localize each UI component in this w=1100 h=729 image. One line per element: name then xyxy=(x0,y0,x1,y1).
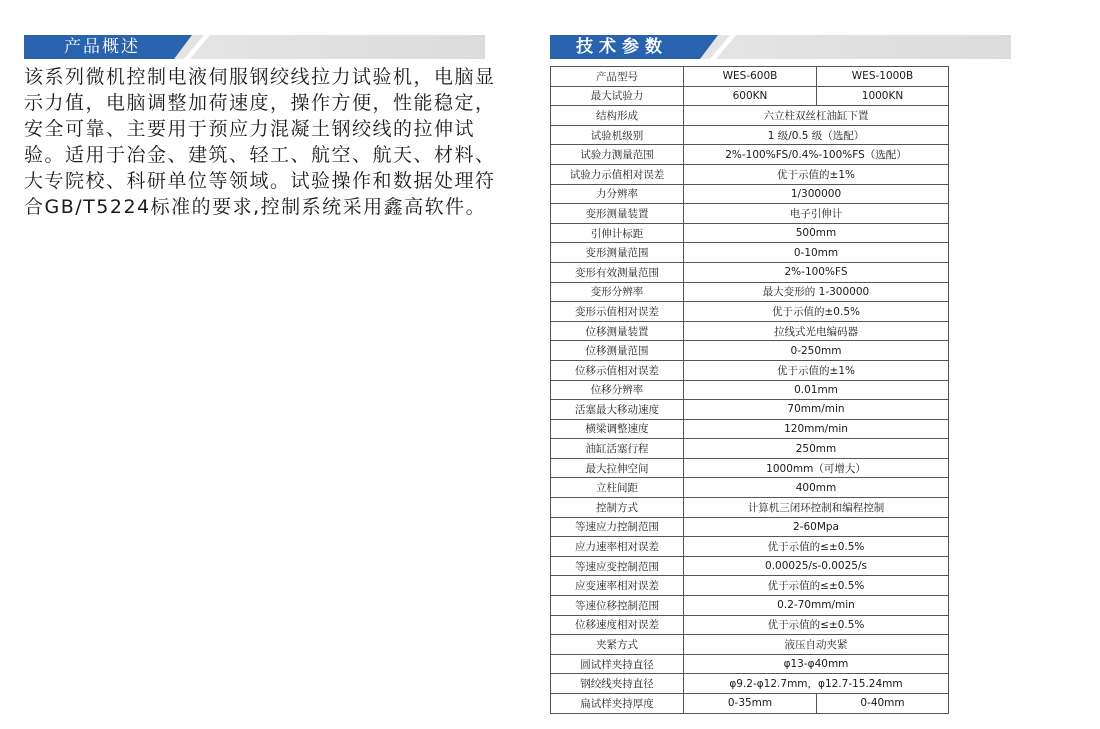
spec-value: 250mm xyxy=(684,439,949,459)
specs-title: 技术参数 xyxy=(576,37,668,57)
spec-value: 六立柱双丝杠油缸下置 xyxy=(684,106,949,126)
spec-row xyxy=(551,654,949,674)
spec-value: 70mm/min xyxy=(684,400,949,420)
spec-row xyxy=(551,86,949,106)
spec-label: 最大试验力 xyxy=(551,86,684,106)
spec-value: 0-250mm xyxy=(684,341,949,361)
spec-value: 120mm/min xyxy=(684,419,949,439)
spec-row xyxy=(551,556,949,576)
spec-row xyxy=(551,125,949,145)
spec-row xyxy=(551,243,949,263)
spec-row xyxy=(551,517,949,537)
spec-value: 0-40mm xyxy=(817,694,949,714)
spec-table-body xyxy=(551,67,949,714)
spec-row xyxy=(551,694,949,714)
spec-label: 试验力示值相对误差 xyxy=(551,164,684,184)
spec-value: 0.2-70mm/min xyxy=(684,596,949,616)
overview-title: 产品概述 xyxy=(64,37,140,57)
specs-header xyxy=(550,35,1011,59)
spec-row xyxy=(551,635,949,655)
spec-value: 最大变形的 1-300000 xyxy=(684,282,949,302)
spec-value: 优于示值的≤±0.5% xyxy=(684,576,949,596)
spec-label: 应变速率相对误差 xyxy=(551,576,684,596)
spec-value: 2%-100%FS/0.4%-100%FS（选配） xyxy=(684,145,949,165)
spec-label: 位移测量装置 xyxy=(551,321,684,341)
spec-value: 优于示值的±0.5% xyxy=(684,302,949,322)
spec-label: 应力速率相对误差 xyxy=(551,537,684,557)
spec-value: 0.01mm xyxy=(684,380,949,400)
spec-value: φ13-φ40mm xyxy=(684,654,949,674)
spec-value: 0.00025/s-0.0025/s xyxy=(684,556,949,576)
spec-value: 液压自动夹紧 xyxy=(684,635,949,655)
spec-row xyxy=(551,282,949,302)
spec-label: 圆试样夹持直径 xyxy=(551,654,684,674)
spec-row xyxy=(551,380,949,400)
spec-value: 优于示值的±1% xyxy=(684,164,949,184)
spec-value: 1000mm（可增大） xyxy=(684,458,949,478)
spec-row xyxy=(551,302,949,322)
spec-label: 位移分辨率 xyxy=(551,380,684,400)
spec-row xyxy=(551,400,949,420)
spec-label: 等速应力控制范围 xyxy=(551,517,684,537)
spec-label: 立柱间距 xyxy=(551,478,684,498)
spec-value: 优于示值的≤±0.5% xyxy=(684,537,949,557)
spec-value: 2%-100%FS xyxy=(684,262,949,282)
spec-row xyxy=(551,223,949,243)
spec-value: 0-35mm xyxy=(684,694,817,714)
spec-label: 控制方式 xyxy=(551,498,684,518)
spec-value: 600KN xyxy=(684,86,817,106)
spec-label: 变形有效测量范围 xyxy=(551,262,684,282)
spec-row xyxy=(551,106,949,126)
spec-value: 500mm xyxy=(684,223,949,243)
spec-value: 2-60Mpa xyxy=(684,517,949,537)
spec-row xyxy=(551,321,949,341)
spec-label: 产品型号 xyxy=(551,67,684,87)
spec-row xyxy=(551,576,949,596)
spec-row xyxy=(551,478,949,498)
spec-label: 试验机级别 xyxy=(551,125,684,145)
spec-label: 夹紧方式 xyxy=(551,635,684,655)
spec-row xyxy=(551,164,949,184)
spec-value: WES-1000B xyxy=(817,67,949,87)
spec-row xyxy=(551,498,949,518)
spec-value: 0-10mm xyxy=(684,243,949,263)
overview-header xyxy=(24,35,485,59)
spec-label: 引伸计标距 xyxy=(551,223,684,243)
spec-value: 电子引伸计 xyxy=(684,204,949,224)
spec-label: 最大拉伸空间 xyxy=(551,458,684,478)
spec-row xyxy=(551,184,949,204)
spec-row xyxy=(551,674,949,694)
spec-value: φ9.2-φ12.7mm，φ12.7-15.24mm xyxy=(684,674,949,694)
spec-label: 位移测量范围 xyxy=(551,341,684,361)
spec-label: 等速应变控制范围 xyxy=(551,556,684,576)
spec-row xyxy=(551,458,949,478)
spec-value: 400mm xyxy=(684,478,949,498)
spec-label: 横梁调整速度 xyxy=(551,419,684,439)
spec-label: 试验力测量范围 xyxy=(551,145,684,165)
spec-value: WES-600B xyxy=(684,67,817,87)
spec-value: 1000KN xyxy=(817,86,949,106)
spec-label: 变形分辨率 xyxy=(551,282,684,302)
spec-label: 变形示值相对误差 xyxy=(551,302,684,322)
spec-label: 油缸活塞行程 xyxy=(551,439,684,459)
spec-label: 扁试样夹持厚度 xyxy=(551,694,684,714)
spec-row xyxy=(551,341,949,361)
spec-label: 钢绞线夹持直径 xyxy=(551,674,684,694)
spec-label: 力分辨率 xyxy=(551,184,684,204)
spec-label: 变形测量范围 xyxy=(551,243,684,263)
spec-value: 拉线式光电编码器 xyxy=(684,321,949,341)
spec-table xyxy=(550,66,949,714)
spec-label: 结构形成 xyxy=(551,106,684,126)
spec-label: 活塞最大移动速度 xyxy=(551,400,684,420)
spec-row xyxy=(551,439,949,459)
spec-row xyxy=(551,596,949,616)
spec-value: 优于示值的±1% xyxy=(684,360,949,380)
spec-row xyxy=(551,360,949,380)
spec-row xyxy=(551,67,949,87)
spec-row xyxy=(551,419,949,439)
overview-paragraph: 该系列微机控制电液伺服钢绞线拉力试验机，电脑显示力值，电脑调整加荷速度，操作方便，性能稳定，安全可靠、主要用于预应力混凝土钢绞线的拉伸试验。适用于冶金、建筑、轻工、航空、航天、材料、大专院校、科研单位等领域。试验操作和数据处理符合GB/T5224标准的要求,控制系统采用鑫高软件。 xyxy=(24,66,496,218)
spec-value: 1 级/0.5 级（选配） xyxy=(684,125,949,145)
spec-row xyxy=(551,262,949,282)
spec-row xyxy=(551,145,949,165)
spec-label: 等速位移控制范围 xyxy=(551,596,684,616)
spec-value: 计算机三闭环控制和编程控制 xyxy=(684,498,949,518)
spec-row xyxy=(551,537,949,557)
spec-value: 优于示值的≤±0.5% xyxy=(684,615,949,635)
spec-label: 变形测量装置 xyxy=(551,204,684,224)
spec-row xyxy=(551,204,949,224)
spec-row xyxy=(551,615,949,635)
spec-value: 1/300000 xyxy=(684,184,949,204)
spec-label: 位移速度相对误差 xyxy=(551,615,684,635)
spec-label: 位移示值相对误差 xyxy=(551,360,684,380)
